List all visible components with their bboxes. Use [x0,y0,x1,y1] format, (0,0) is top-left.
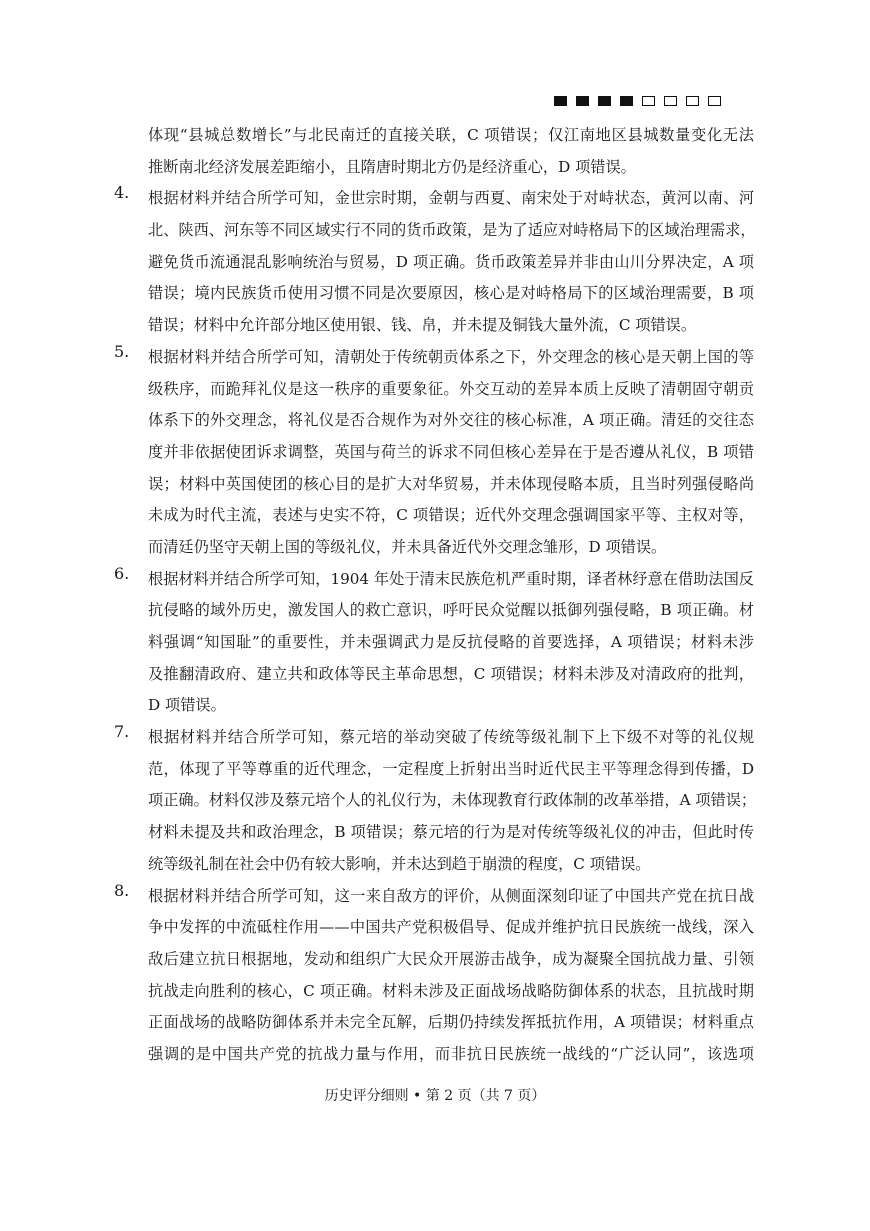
item-line: 级秩序，而跪拜礼仪是这一秩序的重要象征。外交互动的差异本质上反映了清朝固守朝贡 [148,379,754,398]
item-number: 5. [114,341,130,361]
item-line: 错误；境内民族货币使用习惯不同是次要原因，核心是对峙格局下的区域治理需要，B 项 [148,284,754,303]
item-line: 料强调“知国耻”的重要性，并未强调武力是反抗侵略的首要选择，A 项错误；材料未涉 [148,633,754,651]
item-line: D 项错误。 [148,696,226,715]
item-line: 范，体现了平等尊重的近代理念，一定程度上折射出当时近代民主平等理念得到传播，D [148,759,754,778]
item-line: 强调的是中国共产党的抗战力量与作用，而非抗日民族统一战线的“广泛认同”，该选项 [148,1044,754,1063]
answer-item-8 [114,881,754,1071]
page-footer: 历史评分细则 • 第 2 页（共 7 页） [324,1088,546,1104]
answer-item-4 [114,183,754,341]
progress-square-filled [576,96,589,106]
item-line: 而清廷仍坚守天朝上国的等级礼仪，并未具备近代外交理念雏形，D 项错误。 [148,537,667,556]
continuation-line: 体现“县城总数增长”与北民南迁的直接关联，C 项错误；仅江南地区县城数量变化无法 [148,126,754,144]
item-line: 抗战走向胜利的核心，C 项正确。材料未涉及正面战场战略防御体系的状态，且抗战时期 [148,981,754,1000]
progress-square-filled [554,96,567,106]
item-line: 项正确。材料仅涉及蔡元培个人的礼仪行为，未体现教育行政体制的改革举措，A 项错误； [148,791,757,810]
item-line: 错误；材料中允许部分地区使用银、钱、帛，并未提及铜钱大量外流，C 项错误。 [148,316,697,335]
continuation-line: 推断南北经济发展差距缩小，且隋唐时期北方仍是经济重心，D 项错误。 [148,157,636,176]
item-line: 统等级礼制在社会中仍有较大影响，并未达到趋于崩溃的程度，C 项错误。 [148,854,651,873]
answer-item-6 [114,564,754,722]
progress-square-empty [642,96,655,106]
progress-square-empty [708,96,721,106]
item-line: 根据材料并结合所学可知，蔡元培的举动突破了传统等级礼制下上下级不对等的礼仪规 [148,728,754,747]
item-number: 8. [114,880,130,900]
item-number: 4. [114,183,130,203]
item-line: 体系下的外交理念，将礼仪是否合规作为对外交往的核心标准，A 项正确。清廷的交往态 [148,411,754,430]
item-line: 根据材料并结合所学可知，清朝处于传统朝贡体系之下，外交理念的核心是天朝上国的等 [148,347,754,366]
item-line: 根据材料并结合所学可知，这一来自敌方的评价，从侧面深刻印证了中国共产党在抗日战 [148,886,754,905]
item-line: 争中发挥的中流砥柱作用——中国共产党积极倡导、促成并维护抗日民族统一战线，深入 [148,918,754,937]
item-line: 敌后建立抗日根据地，发动和组织广大民众开展游击战争，成为凝聚全国抗战力量、引领 [148,949,754,968]
item-line: 抗侵略的域外历史，激发国人的救亡意识，呼吁民众觉醒以抵御列强侵略，B 项正确。材 [148,601,754,620]
answer-item-5 [114,342,754,564]
item-number: 7. [114,722,130,742]
item-line: 误；材料中英国使团的核心目的是扩大对华贸易，并未体现侵略本质，且当时列强侵略尚 [148,474,754,493]
item-line: 度并非依据使团诉求调整，英国与荷兰的诉求不同但核心差异在于是否遵从礼仪，B 项错 [148,442,754,461]
item-line: 根据材料并结合所学可知，1904 年处于清末民族危机严重时期，译者林纾意在借助法国反 [148,569,754,588]
answer-explanations [114,120,757,1071]
item-line: 避免货币流通混乱影响统治与贸易，D 项正确。货币政策差异并非由山川分界决定，A 项 [148,252,754,271]
section-progress-markers [554,96,721,106]
progress-square-filled [620,96,633,106]
item-line: 及推翻清政府、建立共和政体等民主革命思想，C 项错误；材料未涉及对清政府的批判， [148,664,754,683]
item-line: 正面战场的战略防御体系并未完全瓦解，后期仍持续发挥抵抗作用，A 项错误；材料重点 [148,1013,754,1032]
answer-item-7 [114,722,757,880]
item-line: 材料未提及共和政治理念，B 项错误；蔡元培的行为是对传统等级礼仪的冲击，但此时传 [148,823,754,842]
progress-square-empty [664,96,677,106]
item-line: 未成为时代主流，表述与史实不符，C 项错误；近代外交理念强调国家平等、主权对等， [148,506,754,525]
item-line: 根据材料并结合所学可知，金世宗时期，金朝与西夏、南宋处于对峙状态，黄河以南、河 [148,189,754,208]
progress-square-filled [598,96,611,106]
progress-square-empty [686,96,699,106]
item-number: 6. [114,563,130,583]
item-line: 北、陕西、河东等不同区域实行不同的货币政策，是为了适应对峙格局下的区域治理需求， [148,221,756,240]
